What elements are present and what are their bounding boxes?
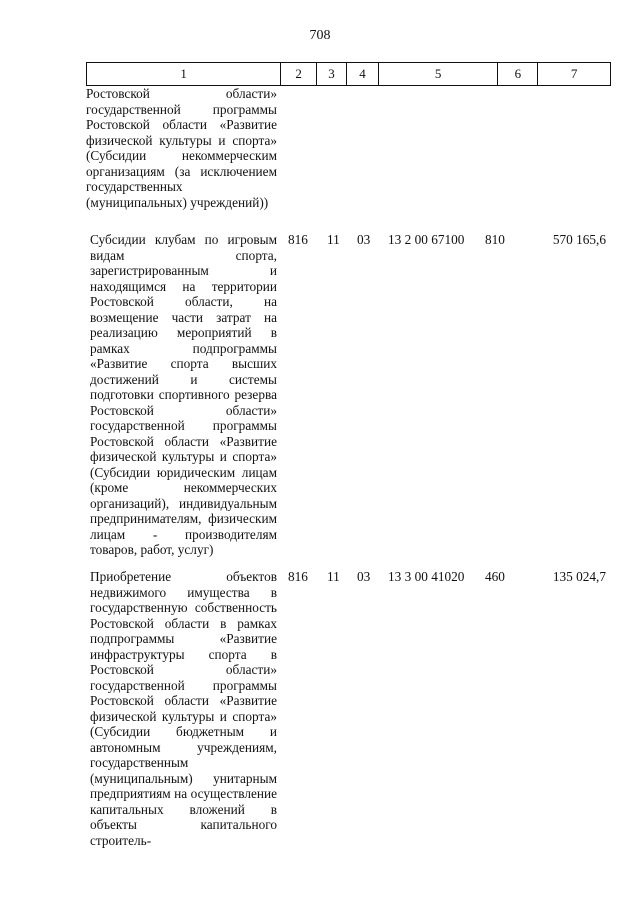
column-header-7: 7 — [570, 66, 578, 81]
row-section-code: 11 — [327, 232, 340, 247]
row-description: Субсидии клубам по игровым видам спорта, зарегистрированным и находящимся на территории Ростовской области, на возмещение части затрат на реализацию мероприятий в рамках подпрограммы «Развитие спорта высших достижений и системы подготовки спортивного резерва Ростовской области» государственной программы Ростовской области «Развитие физической культуры и спорта» (Субсидии юридическим лицам (кроме некоммерческих организаций), индивидуальным предпринимателям, физическим лицам - производителям товаров, работ, услуг) — [90, 232, 277, 557]
page-number: 708 — [309, 28, 331, 43]
row-subsection-code: 03 — [357, 569, 371, 584]
column-header-2: 2 — [281, 63, 317, 85]
table-header — [86, 62, 611, 86]
row-target-item: 13 2 00 67100 — [388, 232, 465, 247]
row-section-code: 11 — [327, 569, 340, 584]
column-header-6: 6 — [498, 63, 538, 85]
row-subsection-code: 03 — [357, 232, 371, 247]
column-header-3: 3 — [317, 63, 347, 85]
column-header-1: 1 — [87, 63, 281, 85]
column-header-4: 4 — [347, 63, 379, 85]
row-ministry-code: 816 — [288, 569, 308, 584]
row-expense-type: 460 — [485, 569, 505, 584]
row-expense-type: 810 — [485, 232, 505, 247]
row-description: Приобретение объектов недвижимого имущества в государственную собственность Ростовской области в рамках подпрограммы «Развитие инфраструктуры спорта в Ростовской области» государственной программы Ростовской области «Развитие физической культуры и спорта» (Субсидии бюджетным и автономным учреждениям, государственным (муниципальным) унитарным предприятиям на осуществление капитальных вложений в объекты капитального строитель- — [90, 569, 277, 848]
row-amount: 570 165,6 — [552, 232, 606, 247]
row-amount: 135 024,7 — [552, 569, 606, 584]
row-target-item: 13 3 00 41020 — [388, 569, 465, 584]
column-header-5: 5 — [379, 63, 499, 85]
continuation-text: Ростовской области» государственной программы Ростовской области «Развитие физической культуры и спорта» (Субсидии некоммерческим организациям (за исключением государственных (муниципальных) учреждений)) — [86, 86, 277, 210]
row-ministry-code: 816 — [288, 232, 308, 247]
